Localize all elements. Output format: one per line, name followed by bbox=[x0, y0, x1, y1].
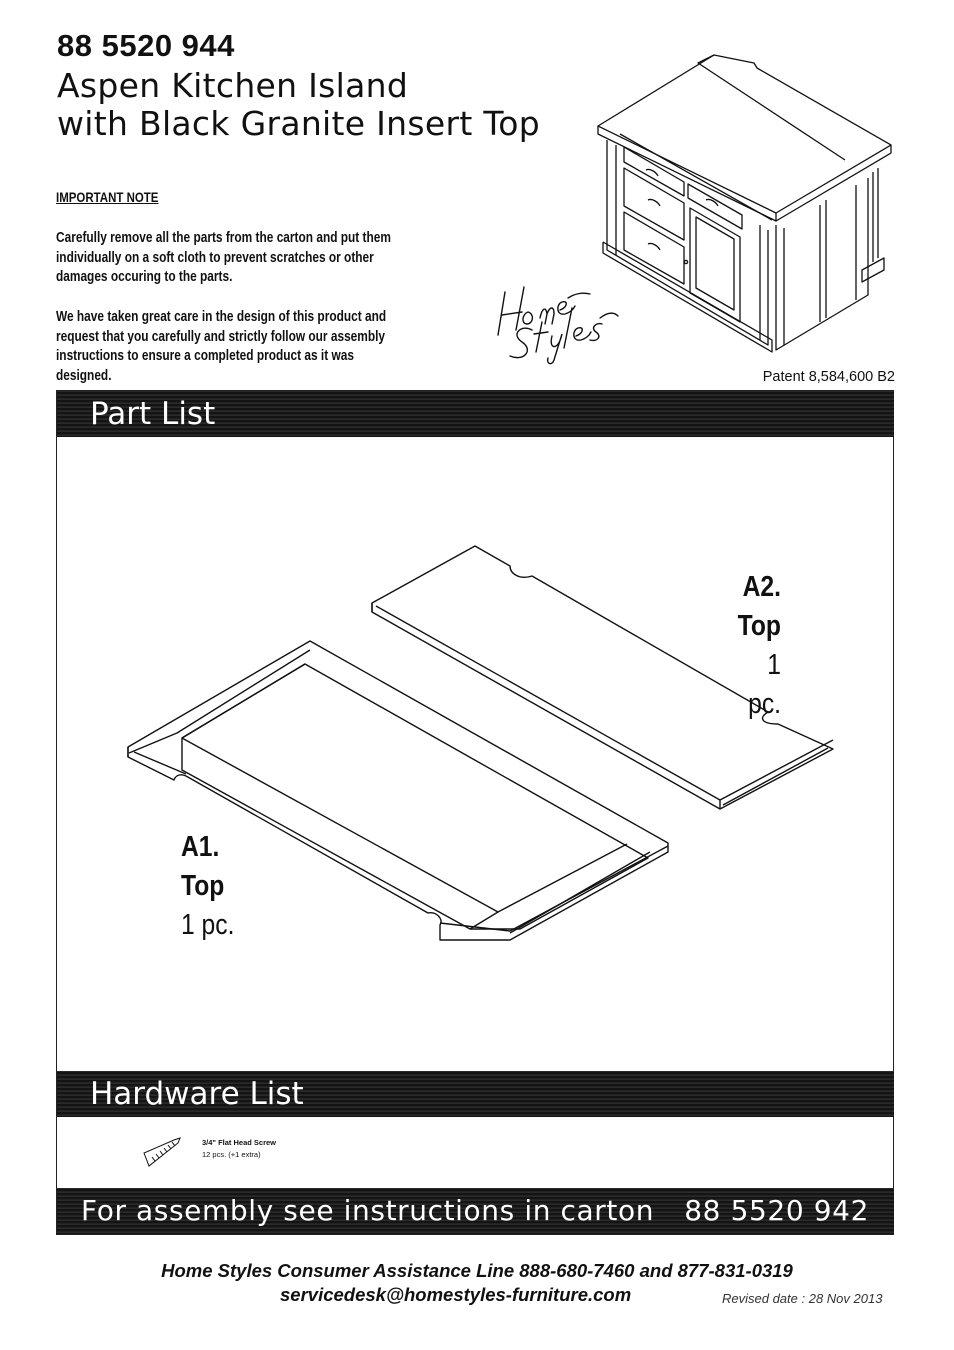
product-title-line-2: with Black Granite Insert Top bbox=[57, 104, 540, 143]
revised-date: Revised date : 28 Nov 2013 bbox=[722, 1291, 883, 1306]
part-a2-name: Top bbox=[737, 610, 781, 642]
service-email[interactable]: servicedesk@homestyles-furniture.com bbox=[280, 1284, 632, 1305]
part-a2-label bbox=[724, 568, 781, 724]
hardware-item-name: 3/4" Flat Head Screw bbox=[202, 1138, 277, 1147]
part-a1-quantity: 1 pc. bbox=[181, 909, 235, 941]
hardware-list-heading: Hardware List bbox=[57, 1071, 894, 1117]
patent-number: Patent 8,584,600 B2 bbox=[762, 369, 895, 385]
part-a2-code: A2. bbox=[742, 571, 781, 603]
part-list-heading: Part List bbox=[57, 391, 894, 437]
assembly-banner bbox=[57, 1188, 894, 1234]
assembly-banner-text: For assembly see instructions in carton bbox=[81, 1194, 655, 1227]
part-a1-label bbox=[181, 828, 244, 945]
product-title-line-1: Aspen Kitchen Island bbox=[57, 66, 409, 105]
part-a2-quantity: 1 pc. bbox=[748, 649, 781, 720]
important-note-heading: IMPORTANT NOTE bbox=[56, 189, 159, 205]
part-a1-name: Top bbox=[181, 870, 225, 902]
important-note-paragraph-2: We have taken great care in the design of this product and request that you carefully and strictly follow our assembly instructions to ensure a completed product as it was designed. bbox=[56, 309, 387, 384]
model-number: 88 5520 944 bbox=[57, 28, 235, 63]
important-note-paragraph-1: Carefully remove all the parts from the carton and put them individually on a soft cloth to prevent scratches or other damages occuring to the parts. bbox=[56, 230, 391, 285]
consumer-assistance-line: Home Styles Consumer Assistance Line 888-680-7460 and 877-831-0319 bbox=[161, 1260, 793, 1281]
hardware-item-quantity: 12 pcs. (+1 extra) bbox=[202, 1150, 261, 1159]
part-a1-code: A1. bbox=[181, 831, 220, 863]
assembly-carton-number: 88 5520 942 bbox=[684, 1194, 869, 1227]
